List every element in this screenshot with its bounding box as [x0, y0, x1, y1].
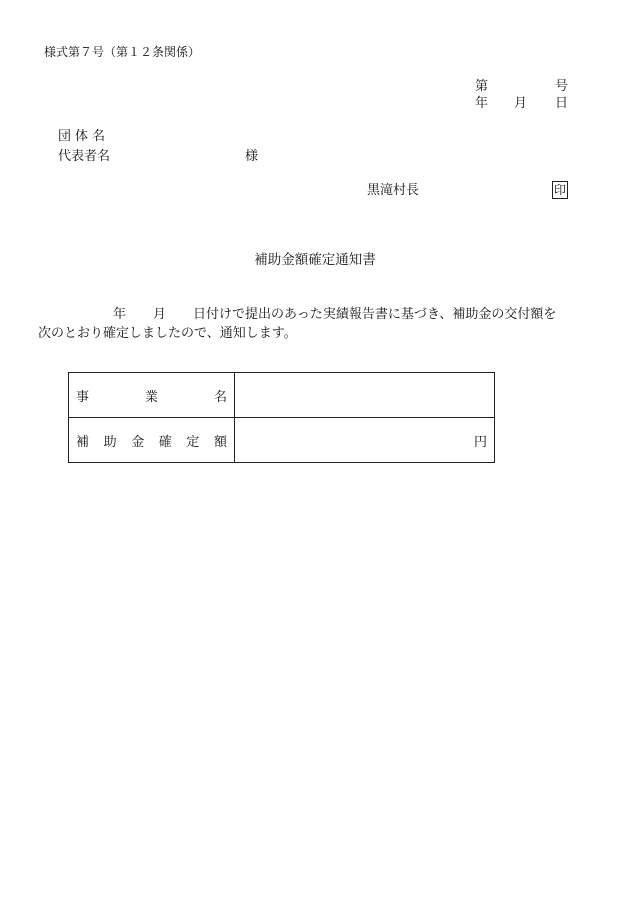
project-name-value — [235, 373, 495, 418]
label-char: 助 — [103, 434, 117, 450]
honorific-label: 様 — [245, 149, 259, 164]
organization-name-label: 団体名 — [58, 129, 110, 144]
body-month-label: 月 — [153, 307, 167, 322]
label-char: 事 — [76, 389, 90, 405]
document-title: 補助金額確定通知書 — [254, 252, 376, 268]
document-number-suffix: 号 — [555, 79, 569, 94]
issuer-name: 黒滝村長 — [367, 183, 420, 198]
project-name-label — [69, 386, 234, 405]
label-char: 補 — [76, 434, 90, 450]
label-char: 確 — [158, 434, 172, 450]
document-number-prefix: 第 — [475, 79, 489, 94]
table-row-confirmed-amount — [69, 418, 495, 463]
body-line-1: 日付けで提出のあった実績報告書に基づき、補助金の交付額を — [193, 307, 557, 322]
label-char: 業 — [144, 389, 158, 405]
label-char: 定 — [186, 434, 200, 450]
representative-name-label: 代表者名 — [58, 149, 111, 164]
project-name-label-cell — [69, 373, 235, 418]
label-char: 名 — [213, 389, 227, 405]
date-month-label: 月 — [514, 96, 528, 111]
seal-mark: 印 — [554, 183, 567, 197]
date-year-label: 年 — [475, 96, 489, 111]
confirmed-amount-label — [69, 431, 234, 450]
confirmed-amount-label-cell — [69, 418, 235, 463]
body-line-2: 次のとおり確定しましたので、通知します。 — [38, 326, 297, 341]
date-day-label: 日 — [555, 96, 569, 111]
form-number-label: 様式第７号（第１２条関係） — [44, 45, 201, 59]
amount-table — [68, 372, 495, 463]
label-char: 額 — [213, 434, 227, 450]
table-row-project-name — [69, 373, 495, 418]
body-year-label: 年 — [113, 307, 127, 322]
label-char: 金 — [131, 434, 145, 450]
confirmed-amount-yen-unit: 円 — [235, 418, 495, 463]
